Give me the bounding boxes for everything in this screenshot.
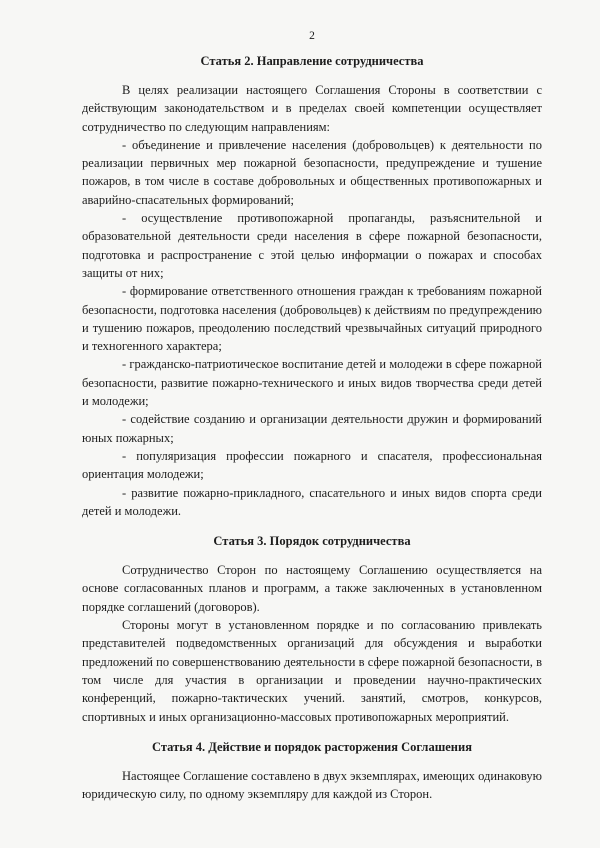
article-2-item: - популяризация профессии пожарного и спасателя, профессиональная ориентация молодежи; — [82, 448, 542, 482]
article-3-title: Статья 3. Порядок сотрудничества — [213, 534, 411, 549]
article-2-intro: В целях реализации настоящего Соглашения Стороны в соответствии с действующим законодательством и в пределах своей компетенции осуществляет сотрудничество по следующим направлениям: — [82, 83, 542, 134]
article-2-item: - осуществление противопожарной пропаганды, разъяснительной и образовательной деятельности среди населения в сфере пожарной безопасности, подготовка и распространение с этой целью информации о пожарах и способах защиты от них; — [82, 211, 542, 280]
article-2-item: - развитие пожарно-прикладного, спасательного и иных видов спорта среди детей и молодежи. — [82, 485, 542, 518]
article-2-title: Статья 2. Направление сотрудничества — [200, 54, 424, 68]
article-2-item: - содействие созданию и организации деятельности дружин и формирований юных пожарных; — [82, 412, 542, 445]
article-2-item: - формирование ответственного отношения граждан к требованиям пожарной безопасности, подготовка населения (добровольцев) к действиям по предупреждению и тушению пожаров, преодолению последствий чрезвычайных ситуаций природного и техногенного характера; — [82, 284, 542, 354]
article-3-paragraph: Стороны могут в установленном порядке и по согласованию привлекать представителей подведомственных организаций для обсуждения и выработки предложений по совершенствованию деятельности в сфере пожарной безопасности, в том числе для участия в организации и проведении научно-практических конференций, пожарно-тактических учений. занятий, смотров, конкурсов, спортивных и иных организационно-массовых противопожарных мероприятий. — [82, 618, 542, 724]
article-4-title: Статья 4. Действие и порядок расторжения Соглашения — [152, 739, 472, 754]
article-4-paragraph: Настоящее Соглашение составлено в двух экземплярах, имеющих одинаковую юридическую силу, по одному экземпляру для каждой из Сторон. — [82, 768, 542, 802]
article-2-item: - гражданско-патриотическое воспитание детей и молодежи в сфере пожарной безопасности, развитие пожарно-технического и иных видов творчества среди детей и молодежи; — [82, 357, 542, 409]
article-2-item: - объединение и привлечение населения (добровольцев) к деятельности по реализации первичных мер пожарной безопасности, предупреждение и тушение пожаров, в том числе в составе добровольных и общественных противопожарных и аварийно-спасательных формирований; — [82, 137, 542, 207]
article-3-paragraph: Сотрудничество Сторон по настоящему Соглашению осуществляется на основе согласованных планов и программ, а также заключенных в установленном порядке соглашений (договоров). — [82, 563, 542, 614]
page-number: 2 — [309, 30, 315, 42]
